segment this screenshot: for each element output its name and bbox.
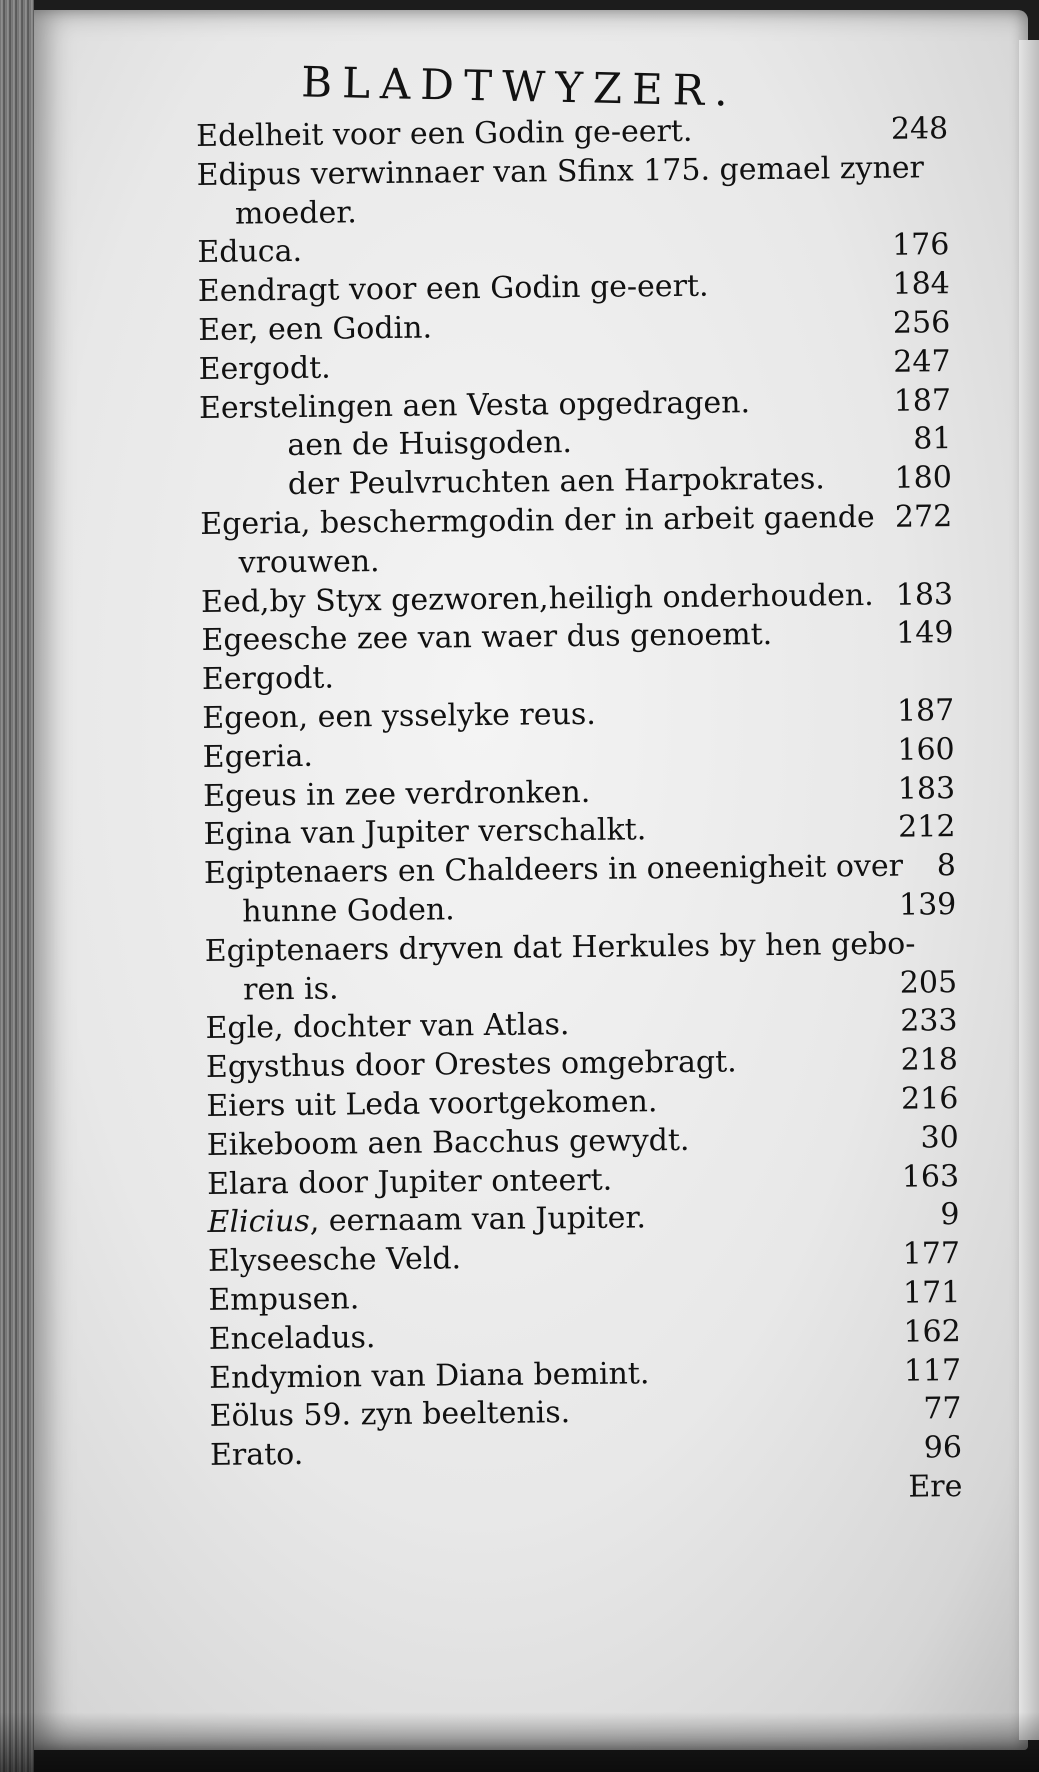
entry-page-number: 162 [903, 1313, 961, 1350]
entry-text [207, 1200, 646, 1243]
entry-text: Eergodt. [201, 660, 335, 698]
entry-text: Endymion van Diana bemint. [209, 1355, 650, 1396]
entry-text: Eölus 59. zyn beeltenis. [209, 1395, 571, 1435]
entry-text: hunne Goden. [242, 892, 455, 930]
entry-page-number: 96 [923, 1430, 963, 1466]
entry-page-number: 247 [893, 343, 951, 380]
entry-text: Eerstelingen aen Vesta opgedragen. [198, 384, 751, 426]
entry-text: aen de Huisgoden. [287, 425, 573, 464]
entry-text: Empusen. [208, 1281, 360, 1318]
entry-page-number: 9 [940, 1197, 960, 1233]
entry-page-number: 117 [903, 1352, 962, 1389]
entry-page-number: 176 [891, 227, 950, 264]
entry-text: Edipus verwinnaer van Sfinx 175. gemael zyner [196, 150, 925, 193]
entry-text: Educa. [197, 234, 303, 271]
facing-page-edge [1019, 40, 1039, 1740]
entry-page-number: 163 [901, 1158, 960, 1195]
entry-page-number: 171 [902, 1274, 961, 1311]
entry-page-number: 139 [898, 887, 957, 923]
entry-page-number: 205 [899, 964, 958, 1001]
entry-text: Egeesche zee van waer dus genoemt. [201, 617, 773, 659]
entry-page-number: 177 [902, 1236, 961, 1272]
bottom-shadow [0, 1712, 1039, 1772]
entry-page-number: 187 [896, 693, 955, 729]
entry-text: ren is. [242, 971, 339, 1008]
entry-page-number: 248 [890, 111, 949, 147]
entry-text: Eikeboom aen Bacchus gewydt. [206, 1122, 690, 1163]
entry-text: Eiers uit Leda voortgekomen. [206, 1084, 658, 1124]
entry-text: Eed,by Styx gezworen,heiligh onderhouden. [200, 577, 874, 620]
entry-page-number: 256 [892, 305, 951, 341]
entry-text: Elara door Jupiter onteert. [206, 1162, 613, 1202]
entry-text: Eendragt voor een Godin ge-eert. [197, 268, 709, 310]
entry-page-number: 30 [920, 1119, 959, 1156]
entry-page-number: Ere [908, 1468, 963, 1505]
entry-page-number: 183 [897, 770, 956, 807]
entry-page-number: 81 [913, 421, 952, 457]
entry-page-number: 212 [898, 809, 956, 846]
entry-text: Edelheit voor een Godin ge-eert. [196, 113, 693, 154]
entry-text: Egeria, beschermgodin der in arbeit gaende [200, 499, 875, 542]
entry-text: Egysthus door Orestes omgebragt. [205, 1044, 737, 1086]
entry-text: Egiptenaers dryven dat Herkules by hen gebo- [204, 926, 916, 969]
entry-text: Erato. [209, 1437, 304, 1474]
entry-page-number: 149 [895, 615, 954, 652]
index-entry [210, 1468, 962, 1515]
entry-text: moeder. [234, 194, 357, 232]
entry-text: Egeon, een ysselyke reus. [202, 696, 596, 736]
entry-text: Egeria. [202, 738, 314, 775]
page-header: BLADTWYZER. [300, 57, 739, 116]
entry-text: Elyseesche Veld. [207, 1241, 462, 1280]
entry-page-number: 218 [900, 1042, 959, 1078]
entry-text: Enceladus. [208, 1319, 376, 1357]
index-entries [196, 110, 963, 1548]
entry-text: Egeus in zee verdronken. [202, 774, 591, 814]
entry-page-number: 183 [895, 576, 954, 613]
entry-text: Egle, dochter van Atlas. [205, 1007, 570, 1047]
entry-page-number: 216 [900, 1080, 959, 1117]
entry-page-number: 184 [892, 266, 950, 302]
entry-text: vrouwen. [238, 543, 380, 581]
entry-text: Eergodt. [198, 350, 331, 387]
entry-text: Eer, een Godin. [198, 310, 433, 348]
entry-page-number: 8 [936, 848, 957, 884]
entry-page-number: 180 [894, 460, 952, 496]
entry-page-number: 272 [894, 499, 953, 535]
entry-italic-term: Elicius [207, 1204, 310, 1241]
entry-text: der Peulvruchten aen Harpokrates. [287, 461, 826, 503]
entry-page-number: 187 [893, 382, 952, 419]
entry-text: Egiptenaers en Chaldeers in oneenigheit over [203, 848, 904, 892]
book-page-edges [0, 0, 34, 1772]
entry-page-number: 77 [923, 1391, 962, 1427]
entry-text-rest: , eernaam van Jupiter. [309, 1200, 647, 1240]
entry-text: Egina van Jupiter verschalkt. [203, 812, 647, 853]
entry-page-number: 160 [897, 731, 955, 768]
entry-page-number: 233 [900, 1003, 958, 1040]
